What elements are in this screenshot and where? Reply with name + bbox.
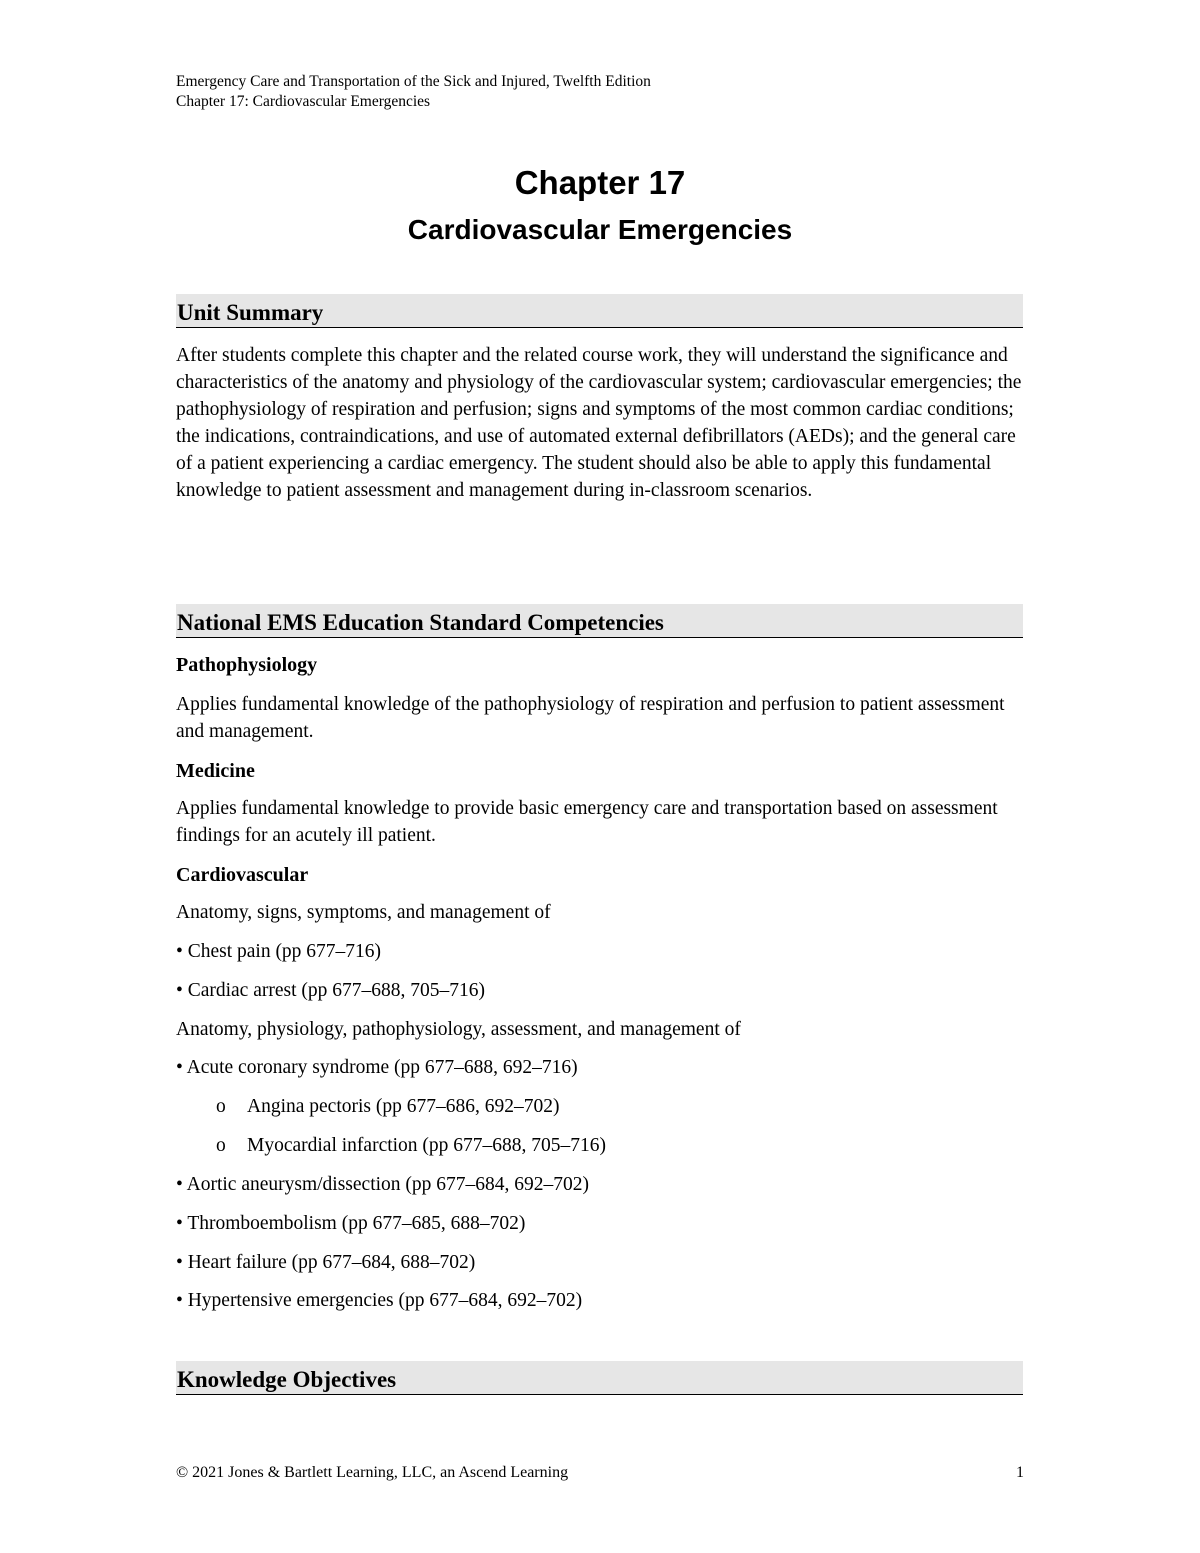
circle-bullet-icon: o — [216, 1096, 226, 1117]
sub-list-item — [216, 1094, 560, 1120]
chapter-title: Cardiovascular Emergencies — [407, 214, 793, 245]
header-book-title: Emergency Care and Transportation of the Sick and Injured, Twelfth Edition — [176, 73, 651, 90]
medicine-text: Applies fundamental knowledge to provide basic emergency care and transportation based on assessment findings for an acutely ill patient. — [176, 798, 998, 846]
subheading-medicine: Medicine — [176, 760, 255, 782]
section-heading-label: National EMS Education Standard Competencies — [177, 610, 664, 635]
section-heading-unit-summary — [176, 294, 1023, 328]
page-number: 1 — [1016, 1464, 1024, 1481]
cardiovascular-intro-2: Anatomy, physiology, pathophysiology, assessment, and management of — [176, 1019, 741, 1040]
copyright-text: © 2021 Jones & Bartlett Learning, LLC, an Ascend Learning — [176, 1464, 569, 1481]
list-item: • Chest pain (pp 677–716) — [176, 941, 382, 962]
page-footer — [176, 1462, 1024, 1484]
list-item: • Hypertensive emergencies (pp 677–684, 692–702) — [176, 1290, 583, 1311]
unit-summary-text: After students complete this chapter and the related course work, they will understand the significance and characteristics of the anatomy and physiology of the cardiovascular system; cardiovascular emergencies; the pathophysiology of respiration and perfusion; signs and symptoms of the most common cardiac conditions; the indications, contraindications, and use of automated external defibrillators (AEDs); and the general care of a patient experiencing a cardiac emergency. The student should also be able to apply this fundamental knowledge to patient assessment and management during in-classroom scenarios. — [176, 345, 1022, 501]
section-heading-label: Knowledge Objectives — [177, 1367, 397, 1392]
list-item: • Heart failure (pp 677–684, 688–702) — [176, 1252, 476, 1273]
sub-list-item — [216, 1133, 606, 1159]
section-heading-knowledge-objectives — [176, 1361, 1023, 1395]
chapter-number: Chapter 17 — [514, 164, 686, 201]
list-item: • Aortic aneurysm/dissection (pp 677–684, 692–702) — [176, 1174, 590, 1195]
section-heading-competencies — [176, 604, 1023, 638]
circle-bullet-icon: o — [216, 1135, 226, 1156]
sub-list-item-label: Myocardial infarction (pp 677–688, 705–716) — [247, 1135, 607, 1156]
running-header — [176, 72, 651, 112]
header-chapter-title: Chapter 17: Cardiovascular Emergencies — [176, 93, 431, 110]
list-item: • Thromboembolism (pp 677–685, 688–702) — [176, 1213, 526, 1234]
subheading-cardiovascular: Cardiovascular — [176, 864, 309, 886]
cardiovascular-intro-1: Anatomy, signs, symptoms, and management of — [176, 902, 551, 923]
pathophysiology-text: Applies fundamental knowledge of the pathophysiology of respiration and perfusion to patient assessment and management. — [176, 694, 1005, 742]
section-heading-label: Unit Summary — [177, 300, 324, 325]
list-item: • Acute coronary syndrome (pp 677–688, 692–716) — [176, 1057, 578, 1078]
subheading-pathophysiology: Pathophysiology — [176, 654, 318, 676]
list-item: • Cardiac arrest (pp 677–688, 705–716) — [176, 980, 486, 1001]
sub-list-item-label: Angina pectoris (pp 677–686, 692–702) — [247, 1096, 560, 1117]
